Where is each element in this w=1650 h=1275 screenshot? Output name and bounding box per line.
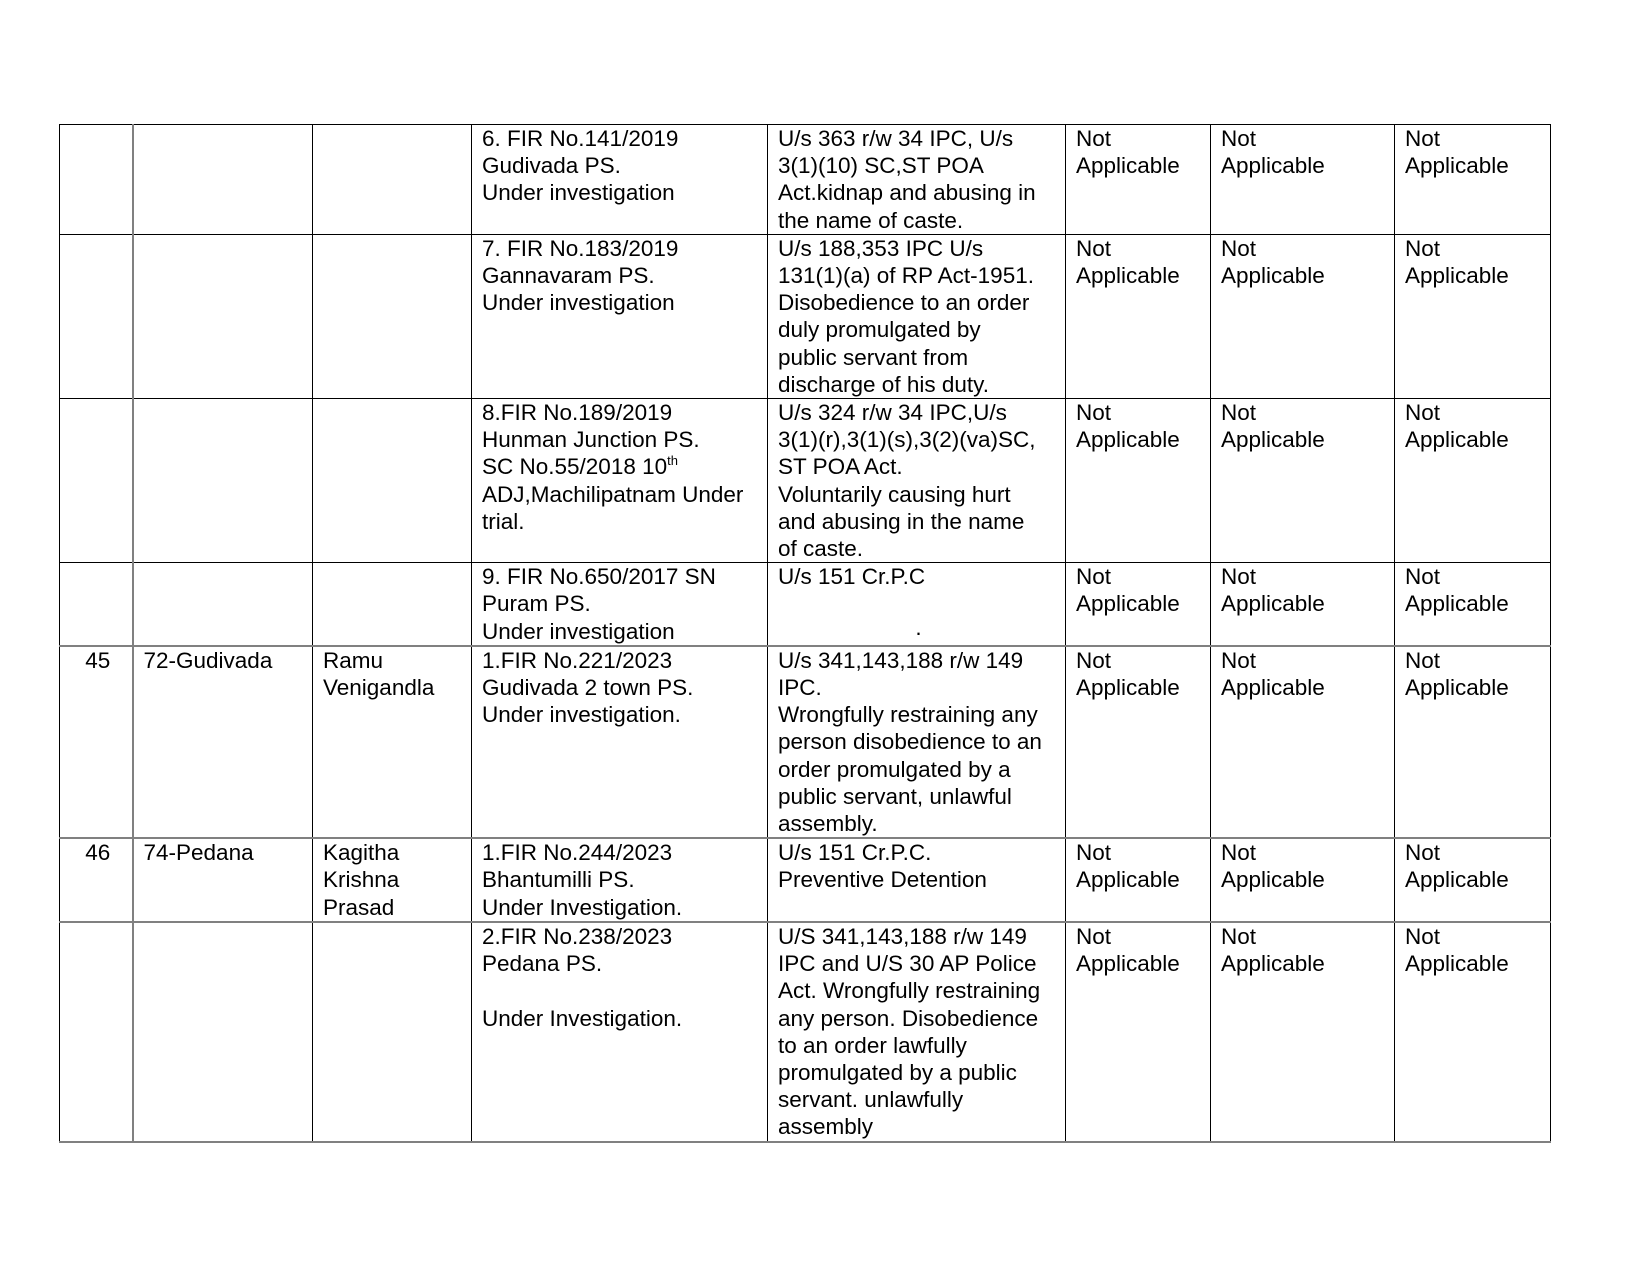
status-cell-1: Not Applicable xyxy=(1066,922,1211,1142)
serial-number-cell: 45 xyxy=(60,646,133,838)
case-details-cell: 2.FIR No.238/2023 Pedana PS. Under Investigation. xyxy=(472,922,768,1142)
status-cell-2: Not Applicable xyxy=(1211,922,1395,1142)
status-cell-1: Not Applicable xyxy=(1066,125,1211,235)
sections-cell: U/s 341,143,188 r/w 149 IPC. Wrongfully restraining any person disobedience to an order promulgated by a public servant, unlawful assembly. xyxy=(768,646,1066,838)
ordinal-suffix: th xyxy=(667,453,678,469)
serial-number-cell xyxy=(60,922,133,1142)
sections-cell: U/S 341,143,188 r/w 149 IPC and U/S 30 AP Police Act. Wrongfully restraining any person. Disobedience to an order lawfully promulgated by a public servant. unlawfully assembly xyxy=(768,922,1066,1142)
status-cell-3: Not Applicable xyxy=(1395,125,1551,235)
case-details-cell: 7. FIR No.183/2019 Gannavaram PS. Under investigation xyxy=(472,234,768,398)
case-details-text: 8.FIR No.189/2019 Hunman Junction PS. SC No.55/2018 10 xyxy=(482,400,700,480)
candidate-name-cell: Ramu Venigandla xyxy=(313,646,472,838)
status-cell-1: Not Applicable xyxy=(1066,234,1211,398)
status-cell-3: Not Applicable xyxy=(1395,922,1551,1142)
status-cell-1: Not Applicable xyxy=(1066,563,1211,646)
candidate-name-cell xyxy=(313,234,472,398)
criminal-cases-table xyxy=(59,124,1551,1143)
table-row xyxy=(60,838,1551,922)
status-cell-3: Not Applicable xyxy=(1395,838,1551,922)
table-row xyxy=(60,234,1551,398)
sections-cell: U/s 151 Cr.P.C. Preventive Detention xyxy=(768,838,1066,922)
case-details-text-cont: ADJ,Machilipatnam Under trial. xyxy=(482,481,744,534)
serial-number-cell xyxy=(60,399,133,563)
sections-text: U/s 151 Cr.P.C xyxy=(778,564,926,590)
case-details-cell: 6. FIR No.141/2019 Gudivada PS. Under investigation xyxy=(472,125,768,235)
status-cell-1: Not Applicable xyxy=(1066,838,1211,922)
candidate-name-cell xyxy=(313,399,472,563)
status-cell-3: Not Applicable xyxy=(1395,563,1551,646)
status-cell-2: Not Applicable xyxy=(1211,838,1395,922)
status-cell-1: Not Applicable xyxy=(1066,399,1211,563)
status-cell-2: Not Applicable xyxy=(1211,563,1395,646)
case-details-cell: 1.FIR No.221/2023 Gudivada 2 town PS. Under investigation. xyxy=(472,646,768,838)
case-details-cell xyxy=(472,399,768,563)
serial-number-cell xyxy=(60,563,133,646)
status-cell-2: Not Applicable xyxy=(1211,399,1395,563)
candidate-name-cell: Kagitha Krishna Prasad xyxy=(313,838,472,922)
status-cell-3: Not Applicable xyxy=(1395,399,1551,563)
constituency-cell: 72-Gudivada xyxy=(133,646,313,838)
constituency-cell xyxy=(133,125,313,235)
sections-cell: U/s 324 r/w 34 IPC,U/s 3(1)(r),3(1)(s),3(2)(va)SC, ST POA Act. Voluntarily causing hurt and abusing in the name of caste. xyxy=(768,399,1066,563)
table-row xyxy=(60,399,1551,563)
table-row xyxy=(60,125,1551,235)
status-cell-2: Not Applicable xyxy=(1211,646,1395,838)
candidate-name-cell xyxy=(313,922,472,1142)
case-details-cell: 1.FIR No.244/2023 Bhantumilli PS. Under Investigation. xyxy=(472,838,768,922)
serial-number-cell xyxy=(60,234,133,398)
status-cell-3: Not Applicable xyxy=(1395,234,1551,398)
constituency-cell xyxy=(133,922,313,1142)
candidate-name-cell xyxy=(313,125,472,235)
table-row xyxy=(60,563,1551,646)
candidate-name-cell xyxy=(313,563,472,646)
status-cell-2: Not Applicable xyxy=(1211,125,1395,235)
status-cell-2: Not Applicable xyxy=(1211,234,1395,398)
case-details-cell: 9. FIR No.650/2017 SN Puram PS. Under investigation xyxy=(472,563,768,646)
constituency-cell xyxy=(133,563,313,646)
sections-cell: U/s 188,353 IPC U/s 131(1)(a) of RP Act-1951. Disobedience to an order duly promulgated by public servant from discharge of his duty. xyxy=(768,234,1066,398)
sections-cell: U/s 363 r/w 34 IPC, U/s 3(1)(10) SC,ST POA Act.kidnap and abusing in the name of caste. xyxy=(768,125,1066,235)
status-cell-1: Not Applicable xyxy=(1066,646,1211,838)
constituency-cell xyxy=(133,399,313,563)
sections-cell xyxy=(768,563,1066,646)
constituency-cell xyxy=(133,234,313,398)
table-row xyxy=(60,922,1551,1142)
serial-number-cell: 46 xyxy=(60,838,133,922)
table-row xyxy=(60,646,1551,838)
stray-dot: . xyxy=(915,615,922,641)
serial-number-cell xyxy=(60,125,133,235)
status-cell-3: Not Applicable xyxy=(1395,646,1551,838)
constituency-cell: 74-Pedana xyxy=(133,838,313,922)
